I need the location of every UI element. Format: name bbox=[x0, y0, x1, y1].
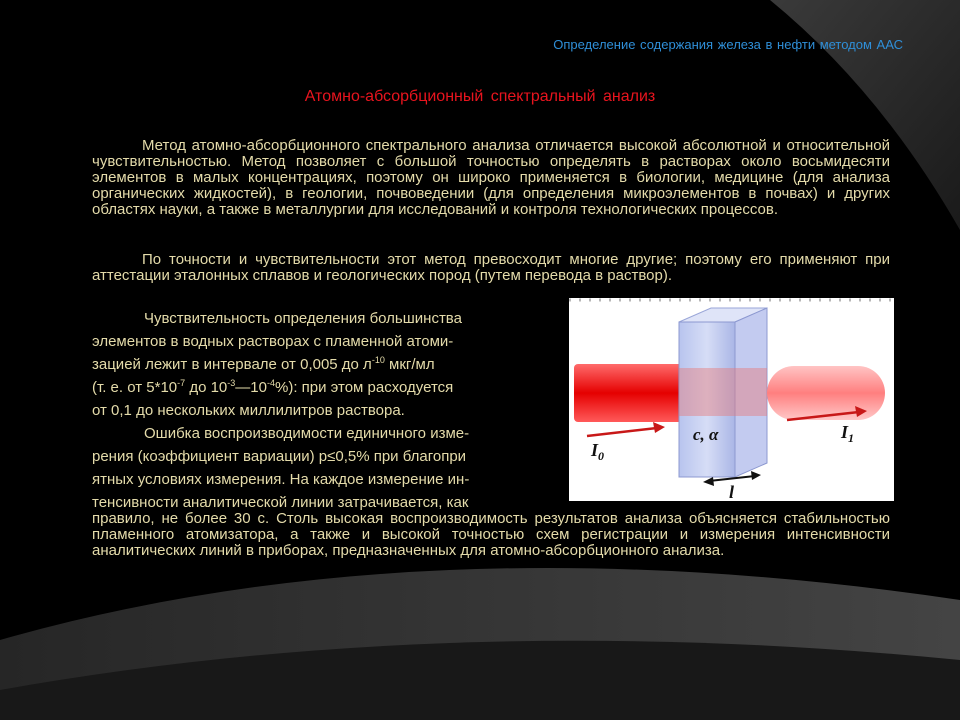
arrow-head bbox=[653, 422, 665, 433]
text-line: Ошибка воспроизводимости единичного изме- bbox=[144, 425, 470, 442]
arrow-head bbox=[751, 471, 761, 480]
label-transmitted-intensity: $I_1$ bbox=[841, 422, 855, 445]
text-line: зацией лежит в интервале от 0,005 до $л^{-10}$ мкг/мл bbox=[92, 355, 435, 373]
label-concentration: c, α bbox=[693, 425, 719, 444]
slide-title: Атомно-абсорбционный спектральный анализ bbox=[304, 88, 656, 105]
text-line: (т. е. от $5*10^{-7}$ до $10^{-3}—10^{-4}\%$): при этом расходуется bbox=[92, 378, 454, 396]
label-incident-intensity: $I_0$ bbox=[591, 440, 605, 463]
absorption-cell-figure bbox=[569, 298, 894, 501]
paragraph-reproducibility-end: правило, не более 30 с. Столь высокая воспроизводимость результатов анализа объясняется стабильностью пламенного атомизатора, а также и высокой точностью схем регистрации и измерения интенсивности аналитических линий в приборах, предназначенных для атомно-абсорбционного анализа. bbox=[92, 510, 890, 559]
text-line: от 0,1 до нескольких миллилитров раствора. bbox=[92, 402, 405, 419]
text-line: Чувствительность определения большинства bbox=[144, 310, 462, 327]
beam-through-cell bbox=[679, 368, 767, 416]
paragraph-sensitivity: Метод атомно-абсорбционного спектрального анализа отличается высокой абсолютной и относительной чувствительностью. Метод позволяет с большой точностью определять в растворах около восьмидесяти элементов в малых концентрациях, поэтому он широко применяется в биологии, медицине (для анализа органических жидкостей), в геологии, почвоведении (для определения микроэлементов в почвах) и других областях науки, а также в металлургии для исследований и контроля технологических процессов. bbox=[92, 137, 890, 218]
text-line: элементов в водных растворах с пламенной атоми- bbox=[92, 333, 454, 350]
text-line: ятных условиях измерения. На каждое измерение ин- bbox=[92, 471, 470, 488]
arrow-head bbox=[703, 477, 714, 486]
text-line: рения (коэффициент вариации) р≤0,5% при благопри bbox=[92, 448, 467, 465]
text-line: тенсивности аналитической линии затрачивается, как bbox=[92, 494, 469, 511]
incident-beam bbox=[574, 364, 689, 422]
label-path-length: l bbox=[729, 482, 735, 501]
arrow-incident bbox=[587, 428, 657, 436]
text-column-beside-figure bbox=[92, 307, 562, 514]
paragraph-accuracy: По точности и чувствительности этот метод превосходит многие другие; поэтому его применяют при аттестации эталонных сплавов и геологических пород (путем перевода в раствор). bbox=[92, 251, 890, 284]
transmitted-beam bbox=[767, 366, 885, 420]
header-subtitle: Определение содержания железа в нефти методом ААС bbox=[553, 37, 903, 52]
